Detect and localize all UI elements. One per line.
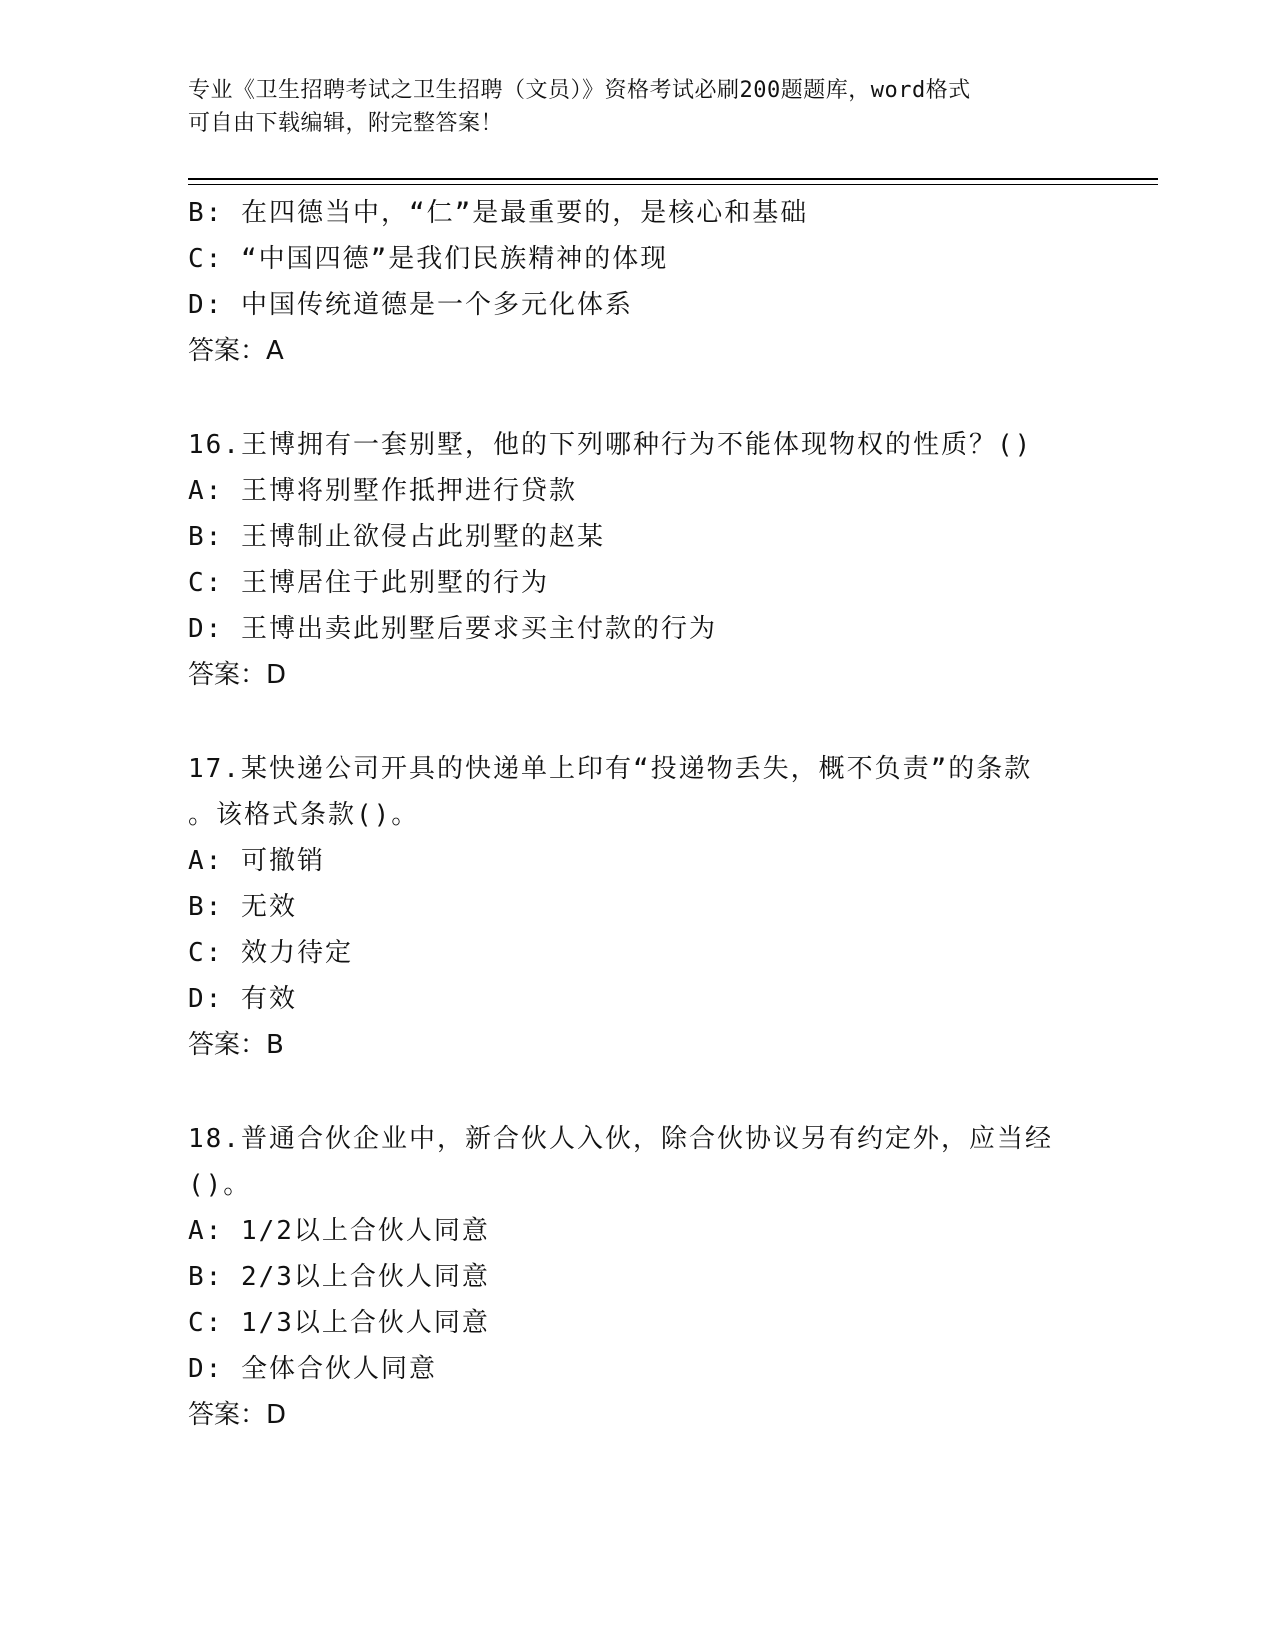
- question-text: 18.普通合伙企业中，新合伙人入伙，除合伙协议另有约定外，应当经: [188, 1124, 1053, 1154]
- option-a: A: 1/2以上合伙人同意: [188, 1216, 490, 1246]
- option-d: D: 中国传统道德是一个多元化体系: [188, 290, 633, 320]
- option-c: C: 王博居住于此别墅的行为: [188, 568, 549, 598]
- option-c: C: 效力待定: [188, 938, 353, 968]
- option-a: A: 王博将别墅作抵押进行贷款: [188, 476, 577, 506]
- question-16: [188, 422, 1088, 698]
- question-fragment: [188, 190, 1088, 374]
- answer-line: 答案：A: [188, 336, 284, 366]
- answer-line: 答案：D: [188, 660, 287, 690]
- option-d: D: 有效: [188, 984, 297, 1014]
- option-c: C: “中国四德”是我们民族精神的体现: [188, 244, 669, 274]
- option-b: B: 王博制止欲侵占此别墅的赵某: [188, 522, 605, 552]
- header-rule-thin: [188, 184, 1158, 185]
- question-text-continued: 。该格式条款()。: [188, 800, 420, 830]
- answer-line: 答案：B: [188, 1030, 284, 1060]
- question-text: 16.王博拥有一套别墅，他的下列哪种行为不能体现物权的性质？(): [188, 430, 1033, 460]
- option-b: B: 在四德当中，“仁”是最重要的，是核心和基础: [188, 198, 809, 228]
- question-17: [188, 746, 1088, 1068]
- option-d: D: 全体合伙人同意: [188, 1354, 437, 1384]
- option-b: B: 2/3以上合伙人同意: [188, 1262, 490, 1292]
- header-rule-thick: [188, 178, 1158, 180]
- header-line-1: 专业《卫生招聘考试之卫生招聘（文员）》资格考试必刷200题题库，word格式: [188, 78, 971, 103]
- answer-line: 答案：D: [188, 1400, 287, 1430]
- option-a: A: 可撤销: [188, 846, 325, 876]
- question-text: 17.某快递公司开具的快递单上印有“投递物丢失，概不负责”的条款: [188, 754, 1033, 784]
- question-18: [188, 1116, 1088, 1438]
- question-list: [188, 190, 1088, 1438]
- option-d: D: 王博出卖此别墅后要求买主付款的行为: [188, 614, 717, 644]
- document-header: [188, 74, 1088, 140]
- question-text-continued: ()。: [188, 1170, 252, 1200]
- header-line-2: 可自由下载编辑，附完整答案！: [188, 111, 504, 136]
- option-c: C: 1/3以上合伙人同意: [188, 1308, 490, 1338]
- option-b: B: 无效: [188, 892, 297, 922]
